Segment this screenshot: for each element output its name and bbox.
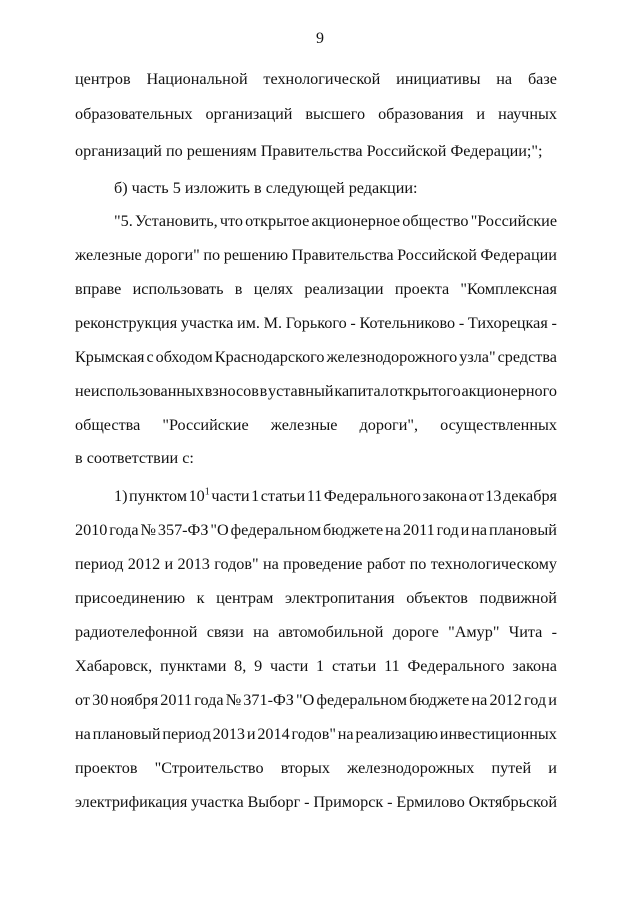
- text-line: [75, 520, 557, 540]
- word: образовательных: [75, 105, 193, 123]
- word: федеральном: [230, 521, 322, 539]
- word: организаций по решениям Правительства Российской Федерации;";: [75, 142, 543, 160]
- word: -: [458, 314, 465, 332]
- word: -: [551, 623, 557, 641]
- word: по: [203, 246, 221, 264]
- text-line: [75, 588, 557, 608]
- word: Приморск: [313, 793, 384, 811]
- word: дороге: [392, 623, 439, 641]
- word: средства: [497, 348, 557, 366]
- word: 1): [114, 487, 128, 505]
- text-line: [114, 486, 557, 506]
- word: 11: [384, 657, 400, 675]
- word: участка: [180, 314, 234, 332]
- word: -: [551, 314, 557, 332]
- word: 30: [92, 691, 109, 709]
- word: что: [219, 212, 243, 230]
- word: и: [246, 725, 256, 743]
- word: Октябрьской: [468, 793, 557, 811]
- word: от: [468, 487, 484, 505]
- word: решению: [223, 246, 289, 264]
- word: образования: [378, 105, 464, 123]
- word: Ермилово: [396, 793, 465, 811]
- word: года: [109, 521, 139, 539]
- word: организаций: [205, 105, 293, 123]
- word: 2012: [127, 555, 161, 573]
- word: "Российские: [162, 416, 249, 434]
- word: инициативы: [396, 70, 481, 88]
- word: железные: [75, 246, 142, 264]
- word: дороги",: [359, 416, 419, 434]
- word: 9: [254, 657, 263, 675]
- word: плановый: [92, 725, 161, 743]
- word: Правительства: [291, 246, 394, 264]
- word: акционерное: [311, 212, 401, 230]
- word: бюджете: [409, 691, 470, 709]
- word: статьи: [331, 657, 377, 675]
- word: Тихорецкая: [467, 314, 548, 332]
- word: общества: [75, 416, 141, 434]
- word: пунктом: [129, 487, 188, 505]
- word: "5.: [114, 212, 133, 230]
- word: Краснодарского: [214, 348, 325, 366]
- word: на: [337, 725, 354, 743]
- word: бюджете: [323, 521, 384, 539]
- word: на: [75, 725, 91, 743]
- page-number: 9: [316, 30, 324, 47]
- word: открытого: [389, 382, 461, 400]
- word: 2011: [160, 691, 193, 709]
- word: обходом: [155, 348, 213, 366]
- word: общество: [402, 212, 469, 230]
- word: на: [471, 691, 488, 709]
- word: год: [524, 691, 547, 709]
- word: открытое: [245, 212, 310, 230]
- word: подвижной: [479, 589, 557, 607]
- word: реализацию: [355, 725, 438, 743]
- word: №: [225, 691, 242, 709]
- word: -: [350, 314, 356, 332]
- word: центров: [75, 70, 131, 88]
- word: Федерального: [407, 657, 505, 675]
- word: вторых: [280, 759, 330, 777]
- word: вправе: [75, 280, 122, 298]
- word: статьи: [260, 487, 306, 505]
- word: декабря: [502, 487, 557, 505]
- word: период: [75, 555, 124, 573]
- word: б) часть 5 изложить в следующей редакции:: [114, 179, 418, 197]
- word: автомобильной: [278, 623, 384, 641]
- word: к: [196, 589, 205, 607]
- word: 371-ФЗ: [243, 691, 294, 709]
- word: ноября: [110, 691, 159, 709]
- word: в соответствии с:: [75, 449, 194, 467]
- word: и: [548, 691, 557, 709]
- word: закона: [512, 657, 557, 675]
- word: "О: [210, 521, 229, 539]
- word: Национальной: [146, 70, 248, 88]
- word: по: [409, 555, 427, 573]
- text-line: [75, 279, 557, 299]
- text-line: [114, 211, 557, 231]
- word: центрам: [216, 589, 274, 607]
- word: связи: [206, 623, 244, 641]
- word: №: [140, 521, 156, 539]
- word: годов": [214, 555, 259, 573]
- word: в: [234, 280, 243, 298]
- word: железные: [270, 416, 338, 434]
- word: 2013: [212, 725, 246, 743]
- word: Горького: [285, 314, 347, 332]
- word: на: [385, 521, 401, 539]
- word: Крымская: [75, 348, 145, 366]
- word: и: [548, 759, 557, 777]
- word: 1: [316, 657, 325, 675]
- word: присоединению: [75, 589, 186, 607]
- word: 2014: [257, 725, 290, 743]
- word: реализации: [304, 280, 384, 298]
- word: высшего: [305, 105, 366, 123]
- word: целях: [253, 280, 294, 298]
- word: и: [476, 105, 486, 123]
- word: 1: [251, 487, 260, 505]
- text-line: [114, 178, 557, 198]
- text-line: [75, 347, 557, 367]
- word: на: [471, 521, 488, 539]
- word: инвестиционных: [439, 725, 557, 743]
- word: радиотелефонной: [75, 623, 198, 641]
- word: -: [387, 793, 393, 811]
- word: 357-ФЗ: [157, 521, 209, 539]
- word: года: [194, 691, 224, 709]
- word: проекта: [394, 280, 450, 298]
- word: работ: [366, 555, 406, 573]
- word: Выборг: [247, 793, 301, 811]
- text-line: [75, 758, 557, 778]
- word: акционерного: [461, 382, 557, 400]
- word: части: [270, 657, 309, 675]
- word: Российской: [397, 246, 477, 264]
- word: 2010: [75, 521, 108, 539]
- word: на: [262, 555, 279, 573]
- word: "Амур": [448, 623, 500, 641]
- word: части: [211, 487, 250, 505]
- word: Федерации: [480, 246, 557, 264]
- word: в: [259, 382, 268, 400]
- text-line: [75, 141, 557, 161]
- word: плановый: [489, 521, 557, 539]
- text-line: [75, 415, 557, 435]
- word: год: [436, 521, 459, 539]
- word: Установить,: [134, 212, 218, 230]
- word: пунктами: [159, 657, 227, 675]
- word: осуществленных: [440, 416, 557, 434]
- word: технологическому: [430, 555, 557, 573]
- word: и: [460, 521, 470, 539]
- word: неиспользованных: [75, 382, 205, 400]
- text-line: [75, 104, 557, 124]
- word: "Российские: [470, 212, 557, 230]
- superscript-marker: 1: [204, 486, 210, 498]
- word: электропитания: [285, 589, 395, 607]
- word: железнодорожного: [326, 348, 458, 366]
- word: закона: [422, 487, 468, 505]
- word: 8,: [234, 657, 247, 675]
- word: "Комплексная: [460, 280, 557, 298]
- word: дороги": [145, 246, 200, 264]
- word: капитал: [334, 382, 389, 400]
- word: железнодорожных: [347, 759, 475, 777]
- word: М.: [263, 314, 283, 332]
- word: взносов: [204, 382, 259, 400]
- word: -: [304, 793, 310, 811]
- word: проектов: [75, 759, 138, 777]
- text-line: [75, 792, 557, 812]
- word: период: [162, 725, 211, 743]
- word: 2011: [402, 521, 435, 539]
- word: базе: [527, 70, 557, 88]
- word: научных: [498, 105, 557, 123]
- text-line: [75, 690, 557, 710]
- word: от: [75, 691, 90, 709]
- word: участка: [191, 793, 244, 811]
- word: узла": [459, 348, 496, 366]
- word: Федерального: [323, 487, 422, 505]
- text-line: [75, 622, 557, 642]
- word: использовать: [132, 280, 224, 298]
- word: федеральном: [316, 691, 407, 709]
- word: Чита: [508, 623, 543, 641]
- word: $10^1$: [188, 486, 210, 505]
- word: объектов: [406, 589, 468, 607]
- word: с: [146, 348, 154, 366]
- word: 11: [306, 487, 323, 505]
- word: проведение: [283, 555, 363, 573]
- text-line: [75, 724, 557, 744]
- word: Котельниково: [359, 314, 456, 332]
- word: "О: [296, 691, 315, 709]
- word: 2012: [489, 691, 522, 709]
- word: уставный: [268, 382, 334, 400]
- word: им.: [236, 314, 260, 332]
- word: на: [496, 70, 513, 88]
- text-line: [75, 448, 557, 468]
- word: 2013: [177, 555, 210, 573]
- word: 13: [485, 487, 502, 505]
- word: и: [164, 555, 174, 573]
- word: "Строительство: [154, 759, 264, 777]
- text-line: [75, 554, 557, 574]
- text-line: [75, 313, 557, 333]
- word: технологической: [263, 70, 381, 88]
- text-line: [75, 69, 557, 89]
- word: реконструкция: [75, 314, 178, 332]
- word: на: [253, 623, 269, 641]
- word: годов": [291, 725, 336, 743]
- word: электрификация: [75, 793, 188, 811]
- word: Хабаровск,: [75, 657, 153, 675]
- text-line: [75, 381, 557, 401]
- text-line: [75, 656, 557, 676]
- word: путей: [491, 759, 532, 777]
- text-line: [75, 245, 557, 265]
